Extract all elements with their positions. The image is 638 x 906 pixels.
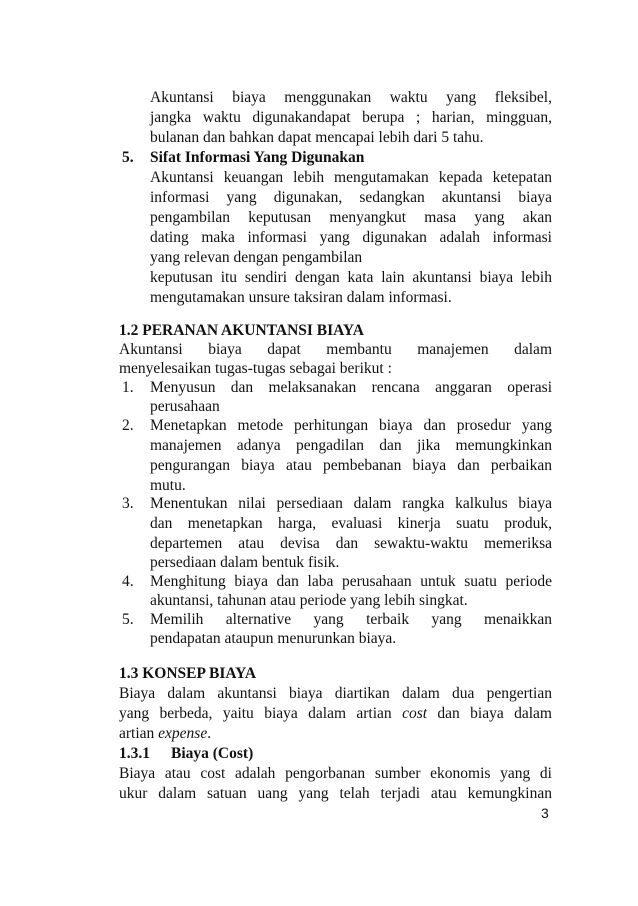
section-1-2-intro-line-1: Akuntansi biaya dapat membantu manajemen dalam	[119, 341, 552, 358]
item5-number: 5.	[122, 149, 134, 166]
section-1-2-heading: 1.2 PERANAN AKUNTANSI BIAYA	[119, 322, 364, 339]
list-item-number: 5.	[122, 611, 134, 628]
section-1-3-line-3	[119, 724, 211, 743]
intro-line-3: bulanan dan bahkan dapat mencapai lebih dari 5 tahu.	[150, 129, 484, 146]
section-1-3-line-1: Biaya dalam akuntansi biaya diartikan dalam dua pengertian	[119, 685, 552, 702]
section-1-3-1-number: 1.3.1	[119, 745, 150, 762]
list-item-line: Menghitung biaya dan laba perusahaan untuk suatu periode	[150, 573, 552, 590]
list-item-line: persediaan dalam bentuk fisik.	[150, 554, 340, 571]
section-1-2-intro-line-2: menyelesaikan tugas-tugas sebagai berikut :	[119, 360, 392, 377]
item5-title: Sifat Informasi Yang Digunakan	[150, 149, 365, 166]
term-expense: expense	[158, 725, 208, 742]
list-item-line: departemen atau devisa dan sewaktu-waktu memeriksa	[150, 535, 552, 552]
line-text: yang berbeda, yaitu biaya dalam artian	[119, 705, 403, 722]
line-text: dan biaya dalam	[427, 705, 552, 722]
line-text: .	[207, 725, 212, 742]
section-1-3-heading: 1.3 KONSEP BIAYA	[119, 665, 257, 682]
item5-line-3: pengambilan keputusan menyangkut masa yang akan	[150, 209, 552, 226]
list-item-number: 3.	[122, 495, 134, 512]
section-1-3-1-line-1: Biaya atau cost adalah pengorbanan sumber ekonomis yang di	[119, 765, 552, 782]
intro-line-2: jangka waktu digunakandapat berupa ; harian, mingguan,	[150, 109, 552, 126]
list-item-line: mutu.	[150, 477, 186, 494]
list-item-line: Menetapkan metode perhitungan biaya dan prosedur yang	[150, 417, 552, 434]
term-cost: cost	[402, 705, 428, 722]
item5-line-6: keputusan itu sendiri dengan kata lain akuntansi biaya lebih	[150, 269, 552, 286]
list-item-line: Menentukan nilai persediaan dalam rangka kalkulus biaya	[150, 495, 552, 512]
list-item-line: Memilih alternative yang terbaik yang menaikkan	[150, 611, 552, 628]
page-number: 3	[541, 805, 549, 821]
item5-line-5: yang relevan dengan pengambilan	[150, 249, 363, 266]
item5-line-1: Akuntansi keuangan lebih mengutamakan kepada ketepatan	[150, 169, 552, 186]
section-1-3-1-line-2: ukur dalam satuan uang yang telah terjadi atau kemungkinan	[119, 785, 552, 802]
list-item-number: 2.	[122, 417, 134, 434]
list-item-line: Menyusun dan melaksanakan rencana anggaran operasi	[150, 379, 552, 396]
list-item-line: akuntansi, tahunan atau periode yang lebih singkat.	[150, 592, 468, 609]
list-item-line: dan menetapkan harga, evaluasi kinerja suatu produk,	[150, 515, 552, 532]
item5-line-2: informasi yang digunakan, sedangkan akuntansi biaya	[150, 189, 552, 206]
list-item-number: 1.	[122, 379, 134, 396]
list-item-line: pengurangan biaya atau pembebanan biaya dan perbaikan	[150, 457, 552, 474]
section-1-3-1-title: Biaya (Cost)	[171, 745, 254, 762]
line-text: artian	[119, 725, 159, 742]
intro-line-1: Akuntansi biaya menggunakan waktu yang fleksibel,	[150, 89, 552, 106]
list-item-line: pendapatan ataupun menurunkan biaya.	[150, 630, 397, 647]
list-item-line: perusahaan	[150, 398, 220, 415]
item5-line-4: dating maka informasi yang digunakan adalah informasi	[150, 229, 552, 246]
section-1-3-line-2	[119, 704, 552, 723]
list-item-number: 4.	[122, 573, 134, 590]
item5-line-7: mengutamakan unsure taksiran dalam informasi.	[150, 289, 452, 306]
list-item-line: manajemen adanya pengadilan dan jika memungkinkan	[150, 437, 552, 454]
